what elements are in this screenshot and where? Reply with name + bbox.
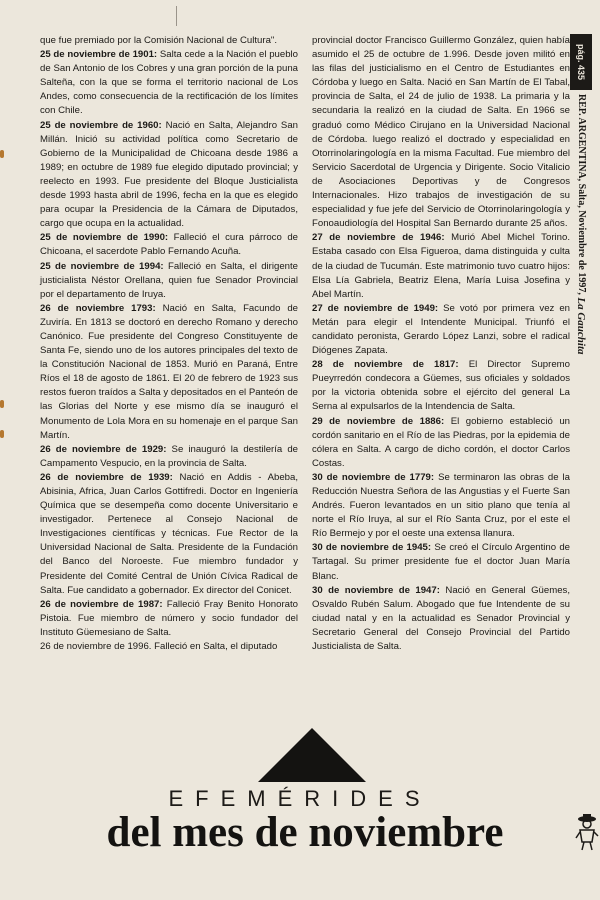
entry: [40, 260, 298, 302]
entry-text: Falleció en Salta, el dirigente justicialista Néstor Orellana, quien fue Senador Provincial por el departamento de Iruya.: [40, 260, 298, 300]
entry-text: Falleció el cura párroco de Chicoana, el sacerdote Pablo Fernando Acuña.: [40, 232, 298, 258]
entry-text: Nació en General Güemes, Osvaldo Rubén Salum. Abogado que fue Intendente de su ciudad natal y en la actualidad es Senador Provincial y Secretario General del Consejo Provincial del Partido Justicialista de Salta.: [312, 584, 571, 653]
entry: [312, 415, 570, 471]
entry-date: 26 de noviembre de 1939:: [40, 471, 173, 483]
entry-text: Falleció Fray Benito Honorato Pistoia. Fue miembro de número y socio fundador del Instituto Güemesiano de Salta.: [40, 598, 298, 638]
entry-text: Nació en Salta, Alejandro San Millán. Inició su actividad política como Secretario de Gobierno de la Municipalidad de Chicoana desde 1986 a 1989; en octubre de 1989 fue elegido diputado provincial; y reelecto en 1993. Fue presidente del Bloque Justicialista desde 1993 hasta abril de 1996, fecha en la que es elegido para ocupar la Presidencia de la Cámara de Diputados, cargo que ocupa en la actualidad.: [40, 119, 299, 230]
entry-text: Se votó por primera vez en Metán para elegir el Intendente Municipal. Triunfó el candidato peronista, Gerardo López Lanzi, sobre el radical Diógenes Zapata.: [312, 302, 571, 357]
left-column: [40, 34, 298, 654]
entry-date: 26 de noviembre de 1987:: [40, 598, 163, 610]
entry: [40, 48, 298, 118]
entry: 26 de noviembre de 1996. Falleció en Salta, el diputado: [40, 641, 278, 653]
publication-place-date: REP. ARGENTINA, Salta, Noviembre de 1997,: [576, 94, 587, 295]
entry-text: Se creó el Círculo Argentino de Tartagal. Su primer presidente fue el doctor Juan María Blanc.: [312, 542, 571, 582]
entry-text: Murió Abel Michel Torino. Estaba casado con Elsa Figueroa, dama distinguida y culta de la ciudad de Tucumán. Este matrimonio tuvo cuatro hijos: Elsa Lía Gabriela, Beatriz Elena, María Luisa Josefina y Abel Martín.: [312, 232, 570, 300]
entry-date: 25 de noviembre de 1901:: [40, 49, 158, 61]
entry: [40, 302, 298, 443]
right-column: [312, 34, 570, 654]
triangle-ornament: [258, 728, 366, 782]
section-heading-big: del mes de noviembre: [106, 809, 504, 856]
edge-mark: [0, 430, 4, 438]
entry-date: 30 de noviembre de 1779:: [312, 471, 435, 483]
section-heading-small: EFEMÉRIDES: [168, 786, 432, 811]
edge-mark: [0, 150, 4, 158]
entry-text: El gobierno estableció un cordón sanitario en el Río de las Piedras, por la epidemia de cólera en Salta. A cargo de dicho cordón, el doctor Carlos Costas.: [312, 415, 570, 469]
entry: [312, 231, 570, 301]
entry: [40, 471, 298, 598]
magazine-name: La Gauchita: [575, 297, 587, 355]
entry-date: 25 de noviembre de 1994:: [40, 260, 164, 272]
entry: [312, 358, 570, 414]
side-strip: [570, 34, 592, 364]
continued-text: que fue premiado por la Comisión Nacional de Cultura".: [40, 35, 277, 46]
entry-date: 25 de noviembre de 1960:: [40, 119, 162, 131]
entry-date: 26 de noviembre 1793:: [40, 302, 156, 314]
page-number-tab: pág. 435: [570, 34, 592, 90]
entry-date: 27 de noviembre de 1946:: [312, 232, 445, 244]
entry-text: Se terminaron las obras de la Reducción Nuestra Señora de las Angustias y el Fuerte San Andrés. Fueron levantados en un sitio plano que tenía al norte el Río Iruya, al sur el Río Santa Cruz, por el este el Río Bermejo y por el oeste una extensa llanura.: [312, 471, 571, 540]
entry: [312, 302, 570, 358]
entry-date: 27 de noviembre de 1949:: [312, 302, 439, 314]
continued-text: provincial doctor Francisco Guillermo González, quien había asumido el 25 de octubre de 1.996. Desde joven militó en las filas del justicialismo en el Centro de Estudiantes en Córdoba y luego en Salta. Nació en San Martín de El Tabal, provincia de Salta, el 24 de julio de 1938. La primaria y la secundaria la realizó en la ciudad de Salta. En 1966 se graduó como Médico Cirujano en la Universidad Nacional de Córdoba. luego realizó el doctrado y especialidad en Otorrinolaringología en la misma Facultad. Fue miembro del Servicio Sacerdotal de Urgencia y Dirigente. Socio Vitalicio de Asociaciones Deportivas y de Congresos Internacionales. Hizo trabajos de investigación de su especialidad y fue jefe del Servicio de Otorrinolaringología y Fonoaudiología del Hospital San Bernardo durante 25 años.: [312, 35, 570, 230]
entry-text: Se inauguró la destilería de Campamento Vespucio, en la provincia de Salta.: [40, 443, 299, 469]
entry: [312, 471, 570, 541]
entry: [40, 443, 298, 471]
entry-date: 29 de noviembre de 1886:: [312, 415, 445, 427]
entry-text: El Director Supremo Pueyrredón condecora a Güemes, sus oficiales y soldados por la victoria obtenida sobre el ejército del general La Serna al expulsarlos de la Intendencia de Salta.: [312, 359, 570, 413]
publication-line: [570, 94, 592, 374]
entry-date: 28 de noviembre de 1817:: [312, 359, 459, 371]
entry: [312, 584, 570, 654]
entry-date: 25 de noviembre de 1990:: [40, 232, 169, 244]
entry: [40, 598, 298, 640]
entry-date: 30 de noviembre de 1947:: [312, 584, 440, 596]
entry-text: Nació en Addis - Abeba, Abisinia, Africa, Juan Carlos Gottifredi. Doctor en Ingeniería Química que se desempeña como docente Universitario e investigador. Pertenece al Consejo Nacional de Investigaciones científicas y técnicas. Fue Rector de la Universidad Nacional de Salta. Presidente de la Fundación del Banco del Noroeste. Fue miembro fundador y Presidente del Comité Central de Unión Cívica Radical de Salta. Fue candidato a gobernador. Ex director del Conicet.: [40, 471, 298, 596]
entry: [312, 541, 570, 583]
entry-text: Nació en Salta, Facundo de Zuviría. En 1813 se doctoró en derecho Romano y derecho Canónico. Fue presidente del Congreso Constituyente de Santa Fe, siendo uno de los autores principales del texto de la Constitución Nacional de 1853. Murió en Paraná, Entre Ríos el 18 de agosto de 1861. El 20 de febrero de 1923 sus restos fueron traídos a Salta y depositados en el Panteón de las Glorias del Norte y ese mismo día se inauguró el Monumento de Lola Mora en su homenaje en el parque San Martín.: [40, 302, 298, 441]
entry-text: Salta cede a la Nación el pueblo de San Antonio de los Cobres y una gran porción de la puna Salteña, con la que se forma el territorio nacional de Los Andes, como consecuencia de la rectificación de los límites con Chile.: [40, 49, 299, 117]
entry: [40, 119, 298, 232]
entry: [40, 231, 298, 259]
edge-mark: [0, 400, 4, 408]
gaucho-mascot-icon: [574, 812, 600, 852]
crop-mark: [176, 6, 177, 26]
entry-date: 30 de noviembre de 1945:: [312, 542, 432, 554]
entry-date: 26 de noviembre de 1929:: [40, 443, 167, 455]
